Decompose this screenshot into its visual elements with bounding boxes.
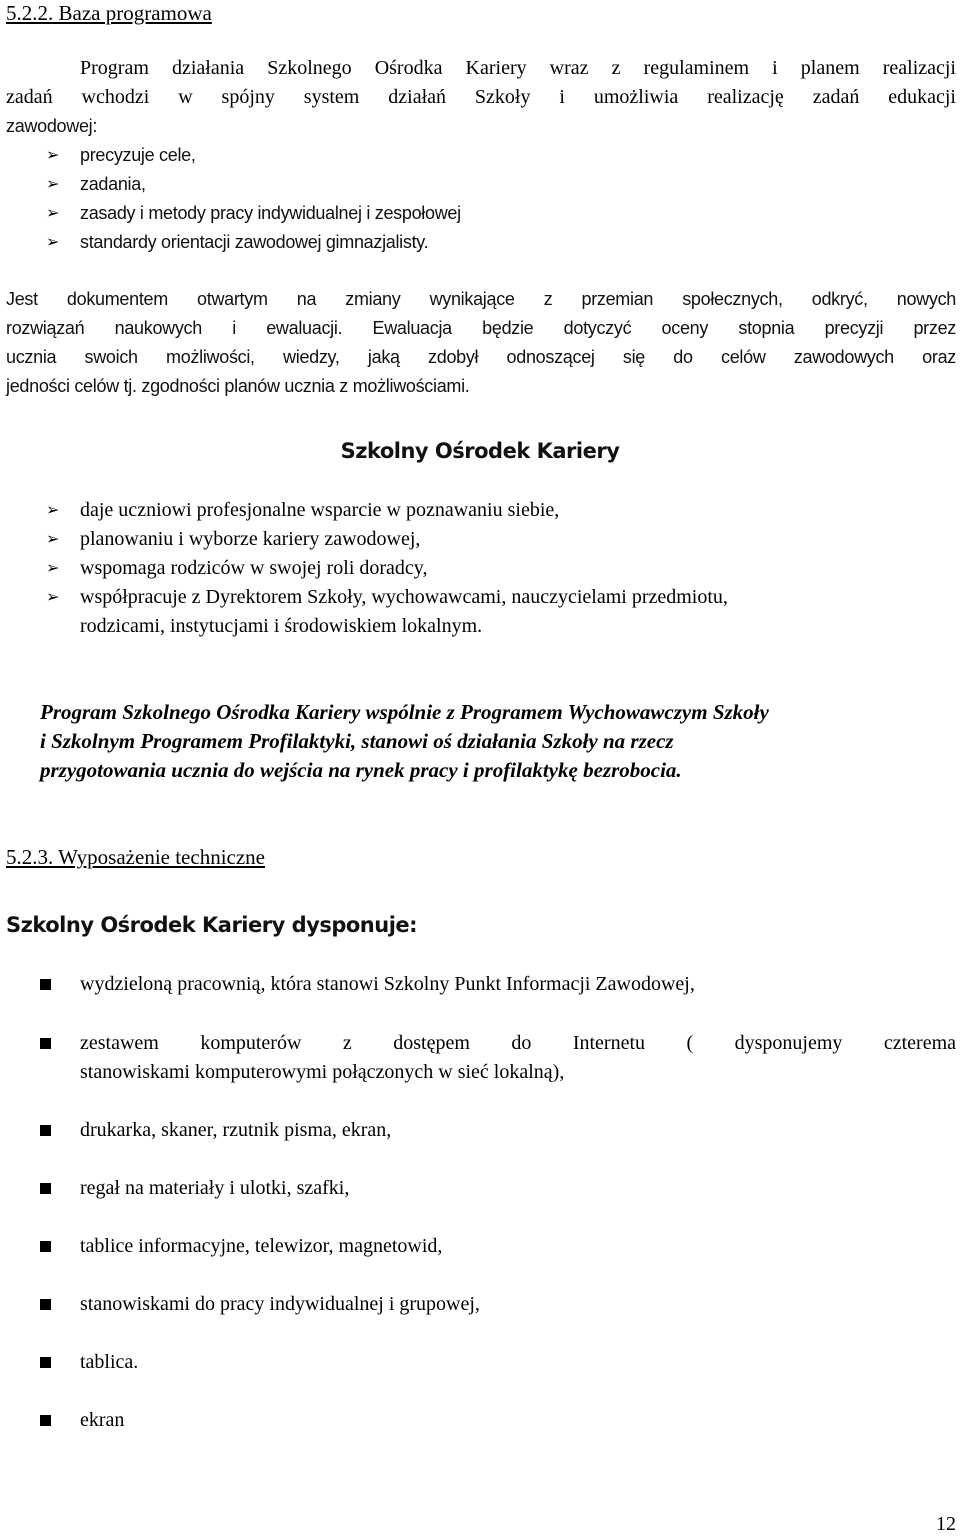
intro-line-1: Program działania Szkolnego Ośrodka Kariery wraz z regulaminem i planem realizacji bbox=[80, 57, 956, 79]
center-title: Szkolny Ośrodek Kariery bbox=[340, 439, 620, 463]
list-item: tablice informacyjne, telewizor, magnetowid, bbox=[80, 1235, 443, 1257]
paragraph-line: jedności celów tj. zgodności planów ucznia z możliwościami. bbox=[6, 376, 470, 396]
list-item: drukarka, skaner, rzutnik pisma, ekran, bbox=[80, 1119, 392, 1141]
square-bullet-icon bbox=[40, 1183, 51, 1194]
list-item: zadania, bbox=[80, 174, 146, 194]
list-item: planowaniu i wyborze kariery zawodowej, bbox=[80, 528, 421, 550]
square-bullet-icon bbox=[40, 1038, 51, 1049]
arrow-bullet-icon: ➢ bbox=[46, 589, 60, 606]
list-item: daje uczniowi profesjonalne wsparcie w poznawaniu siebie, bbox=[80, 499, 560, 521]
arrow-bullet-icon: ➢ bbox=[46, 560, 60, 577]
page-number: 12 bbox=[936, 1513, 956, 1535]
arrow-bullet-icon: ➢ bbox=[46, 205, 60, 222]
list-item: precyzuje cele, bbox=[80, 145, 196, 165]
list-item: standardy orientacji zawodowej gimnazjalisty. bbox=[80, 232, 429, 252]
arrow-bullet-icon: ➢ bbox=[46, 502, 60, 519]
list-item: stanowiskami do pracy indywidualnej i grupowej, bbox=[80, 1293, 480, 1315]
statement-line: przygotowania ucznia do wejścia na rynek pracy i profilaktykę bezrobocia. bbox=[40, 758, 682, 782]
square-bullet-icon bbox=[40, 1241, 51, 1252]
intro-line-3: zawodowej: bbox=[6, 116, 98, 136]
list-item: zestawem komputerów z dostępem do Internetu ( dysponujemy czterema bbox=[80, 1032, 956, 1054]
equipment-subheading: Szkolny Ośrodek Kariery dysponuje: bbox=[6, 913, 418, 937]
statement-line: Program Szkolnego Ośrodka Kariery wspólnie z Programem Wychowawczym Szkoły bbox=[40, 700, 769, 724]
square-bullet-icon bbox=[40, 979, 51, 990]
arrow-bullet-icon: ➢ bbox=[46, 234, 60, 251]
square-bullet-icon bbox=[40, 1299, 51, 1310]
list-item: tablica. bbox=[80, 1351, 139, 1373]
list-item: wspomaga rodziców w swojej roli doradcy, bbox=[80, 557, 428, 579]
square-bullet-icon bbox=[40, 1415, 51, 1426]
list-item-continuation: rodzicami, instytucjami i środowiskiem lokalnym. bbox=[80, 615, 483, 637]
statement-line: i Szkolnym Programem Profilaktyki, stanowi oś działania Szkoły na rzecz bbox=[40, 729, 674, 753]
list-item: ekran bbox=[80, 1409, 125, 1431]
arrow-bullet-icon: ➢ bbox=[46, 176, 60, 193]
list-item: współpracuje z Dyrektorem Szkoły, wychowawcami, nauczycielami przedmiotu, bbox=[80, 586, 728, 608]
square-bullet-icon bbox=[40, 1357, 51, 1368]
paragraph-line: Jest dokumentem otwartym na zmiany wynikające z przemian społecznych, odkryć, nowych bbox=[6, 289, 956, 309]
section-heading-baza: 5.2.2. Baza programowa bbox=[6, 1, 212, 25]
list-item: wydzieloną pracownią, która stanowi Szkolny Punkt Informacji Zawodowej, bbox=[80, 973, 695, 995]
section-heading-wyposazenie: 5.2.3. Wyposażenie techniczne bbox=[6, 845, 265, 869]
paragraph-line: ucznia swoich możliwości, wiedzy, jaką zdobył odnoszącej się do celów zawodowych oraz bbox=[6, 347, 956, 367]
list-item-continuation: stanowiskami komputerowymi połączonych w sieć lokalną), bbox=[80, 1061, 565, 1083]
paragraph-line: rozwiązań naukowych i ewaluacji. Ewaluacja będzie dotyczyć oceny stopnia precyzji przez bbox=[6, 318, 956, 338]
intro-line-2: zadań wchodzi w spójny system działań Szkoły i umożliwia realizację zadań edukacji bbox=[6, 86, 956, 108]
list-item: regał na materiały i ulotki, szafki, bbox=[80, 1177, 350, 1199]
arrow-bullet-icon: ➢ bbox=[46, 147, 60, 164]
list-item: zasady i metody pracy indywidualnej i zespołowej bbox=[80, 203, 461, 223]
arrow-bullet-icon: ➢ bbox=[46, 531, 60, 548]
square-bullet-icon bbox=[40, 1125, 51, 1136]
